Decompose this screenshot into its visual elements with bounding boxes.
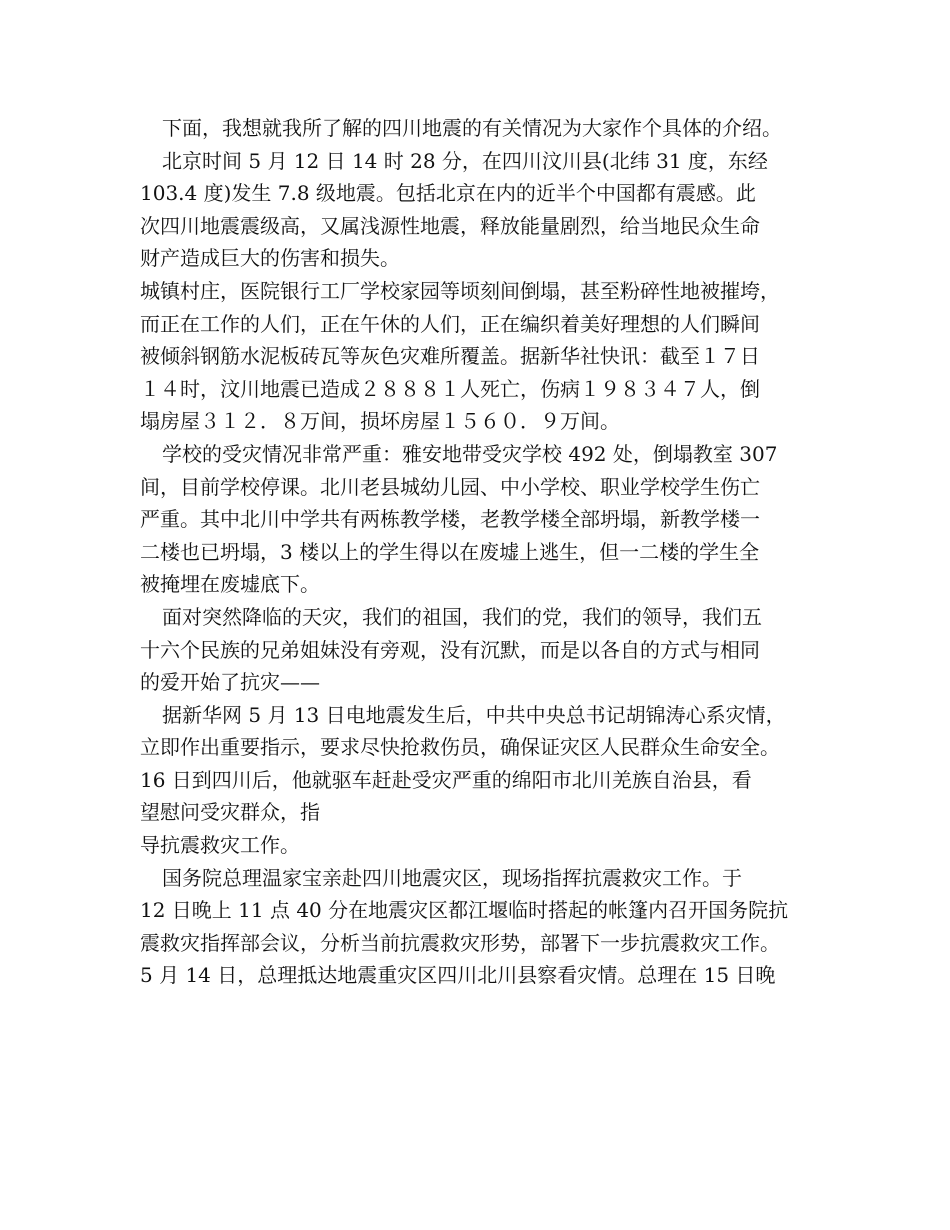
text-line: 而正在工作的人们，正在午休的人们，正在编织着美好理想的人们瞬间 <box>140 311 760 336</box>
text-line: 城镇村庄，医院银行工厂学校家园等顷刻间倒塌，甚至粉碎性地被摧垮， <box>140 278 780 303</box>
text-line: 16 日到四川后，他就驱车赶赴受灾严重的绵阳市北川羌族自治县，看 <box>140 767 752 792</box>
text-line: 十六个民族的兄弟姐妹没有旁观，没有沉默，而是以各自的方式与相同 <box>140 637 760 662</box>
text-line: 二楼也已坍塌，3 楼以上的学生得以在废墟上逃生，但一二楼的学生全 <box>140 539 760 564</box>
text-line: 间，目前学校停课。北川老县城幼儿园、中小学校、职业学校学生伤亡 <box>140 474 760 499</box>
text-line: 被倾斜钢筋水泥板砖瓦等灰色灾难所覆盖。据新华社快讯：截至１７日 <box>140 344 760 369</box>
text-line: 5 月 14 日，总理抵达地震重灾区四川北川县察看灾情。总理在 15 日晚 <box>140 963 776 988</box>
text-line: 国务院总理温家宝亲赴四川地震灾区，现场指挥抗震救灾工作。于 <box>162 865 742 890</box>
text-line: 学校的受灾情况非常严重：雅安地带受灾学校 492 处，倒塌教室 307 <box>162 441 778 466</box>
text-line: 望慰问受灾群众，指 <box>140 800 320 825</box>
text-line: 12 日晚上 11 点 40 分在地震灾区都江堰临时搭起的帐篷内召开国务院抗 <box>140 898 789 923</box>
text-line: 导抗震救灾工作。 <box>140 833 300 858</box>
text-line: 震救灾指挥部会议，分析当前抗震救灾形势，部署下一步抗震救灾工作。 <box>140 930 780 955</box>
text-line: 被掩埋在废墟底下。 <box>140 572 320 597</box>
text-line: １４时，汶川地震已造成２８８８１人死亡，伤病１９８３４７人，倒 <box>140 376 760 401</box>
text-line: 的爱开始了抗灾—— <box>140 670 320 695</box>
text-line: 北京时间 5 月 12 日 14 时 28 分，在四川汶川县(北纬 31 度，东经 <box>162 148 768 173</box>
text-line: 严重。其中北川中学共有两栋教学楼，老教学楼全部坍塌，新教学楼一 <box>140 507 760 532</box>
document-body <box>140 112 820 992</box>
text-line: 据新华网 5 月 13 日电地震发生后，中共中央总书记胡锦涛心系灾情， <box>162 702 786 727</box>
text-line: 103.4 度)发生 7.8 级地震。包括北京在内的近半个中国都有震感。此 <box>140 181 756 206</box>
text-line: 次四川地震震级高，又属浅源性地震，释放能量剧烈，给当地民众生命 <box>140 213 760 238</box>
text-line: 财产造成巨大的伤害和损失。 <box>140 246 400 271</box>
text-line: 下面，我想就我所了解的四川地震的有关情况为大家作个具体的介绍。 <box>162 116 782 140</box>
text-line: 面对突然降临的天灾，我们的祖国，我们的党，我们的领导，我们五 <box>162 604 762 629</box>
text-line: 立即作出重要指示，要求尽快抢救伤员，确保证灾区人民群众生命安全。 <box>140 735 780 760</box>
text-line: 塌房屋３１２．８万间，损坏房屋１５６０．９万间。 <box>140 409 620 434</box>
